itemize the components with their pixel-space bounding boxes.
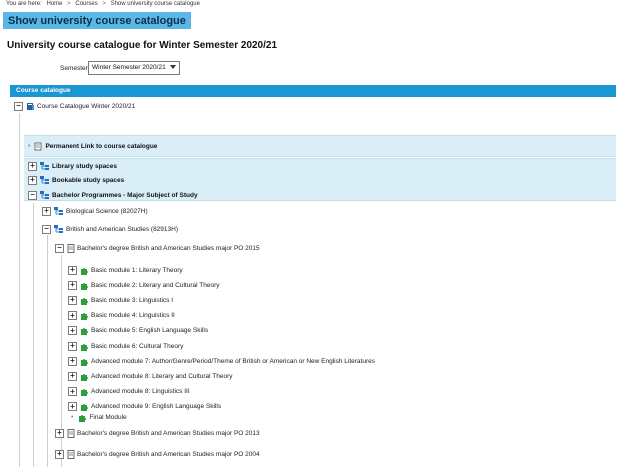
structure-icon [40,162,50,171]
tree-node-module[interactable] [68,324,208,338]
link-icon [34,142,43,151]
tree-node-label: British and American Studies (82913H) [66,225,179,233]
tree-node-label: Advanced module 8: Literary and Cultural Theory [91,372,233,380]
structure-icon [54,207,64,216]
tree-node-label: Bachelor's degree British and American Studies major PO 2004 [77,450,260,458]
structure-icon [54,225,64,234]
expand-toggle[interactable]: + [42,207,51,216]
structure-icon [40,191,50,200]
expand-toggle[interactable]: + [68,266,77,275]
module-puzzle-icon [80,342,89,351]
tree-node-label: Bachelor's degree British and American Studies major PO 2013 [77,429,260,437]
expand-toggle[interactable]: + [68,357,77,366]
tree-node-bachelor[interactable] [28,188,198,202]
tree-node-british-american[interactable] [42,222,178,236]
tree-node-library[interactable] [28,159,117,173]
tree-node-final-module[interactable] [71,410,127,424]
module-puzzle-icon [80,266,89,275]
tree-node-label: Basic module 2: Literary and Cultural Theory [91,281,220,289]
breadcrumb-current: Show university course catalogue [110,1,200,7]
module-puzzle-icon [80,357,89,366]
module-puzzle-icon [78,413,87,422]
module-puzzle-icon [80,326,89,335]
catalogue-header: Course catalogue [10,85,616,97]
collapse-toggle[interactable]: − [28,191,37,200]
bullet-icon: • [28,142,31,150]
tree-node-label: Basic module 4: Linguistics II [91,312,175,320]
module-puzzle-icon [80,281,89,290]
tree-node-bookable[interactable] [28,173,124,187]
tree-guide-line [33,203,34,467]
catalogue-book-icon [26,102,35,111]
tree-node-degree-2015[interactable] [55,241,260,255]
page-title: Show university course catalogue [8,14,186,27]
tree-node-label: Bachelor Programmes - Major Subject of Study [52,191,198,199]
expand-toggle[interactable]: + [68,326,77,335]
tree-node-label: Advanced module 7: Author/Genre/Period/Theme of British or American or New English Literatures [91,357,375,365]
document-icon [67,244,75,253]
tree-node-module[interactable] [68,339,183,353]
structure-icon [40,176,50,185]
semester-label: Semester [60,65,88,72]
semester-selected-value: Winter Semester 2020/21 [92,64,166,71]
tree-guide-line [47,235,48,467]
tree-node-module[interactable] [68,385,190,399]
expand-toggle[interactable]: + [68,402,77,411]
tree-node-module[interactable] [68,278,220,292]
expand-toggle[interactable]: + [68,372,77,381]
breadcrumb-home[interactable]: Home [46,1,63,7]
document-icon [67,450,75,459]
tree-node-label: Bachelor's degree British and American Studies major PO 2015 [77,244,260,252]
expand-toggle[interactable]: + [68,296,77,305]
module-puzzle-icon [80,372,89,381]
breadcrumb-separator: > [102,1,106,7]
page-title-box [3,12,191,29]
bullet-icon: • [71,413,74,421]
permalink-row[interactable] [28,139,157,153]
tree-node-module[interactable] [68,263,183,277]
tree-node-label: Basic module 3: Linguistics I [91,296,174,304]
collapse-toggle[interactable]: − [14,102,23,111]
expand-toggle[interactable]: + [68,342,77,351]
tree-node-module[interactable] [68,293,173,307]
semester-select[interactable] [88,61,180,75]
breadcrumb-separator: > [67,1,71,7]
tree-node-label: Basic module 6: Cultural Theory [91,342,184,350]
tree-node-label: Advanced module 8: Linguistics III [91,388,190,396]
breadcrumb [6,1,203,7]
dropdown-arrow-icon [170,65,176,69]
tree-node-label: Library study spaces [52,162,118,170]
expand-toggle[interactable]: + [68,311,77,320]
tree-node-module[interactable] [68,369,233,383]
collapse-toggle[interactable]: − [42,225,51,234]
tree-node-root[interactable] [14,99,135,113]
tree-node-module[interactable] [68,354,375,368]
tree-node-label: Final Module [89,413,127,421]
tree-guide-line [19,113,20,467]
expand-toggle[interactable]: + [28,162,37,171]
tree-node-label: Basic module 1: Literary Theory [91,266,183,274]
tree-node-biology[interactable] [42,204,148,218]
tree-node-degree-2004[interactable] [55,447,260,461]
module-puzzle-icon [80,296,89,305]
tree-node-label: Bookable study spaces [52,176,125,184]
expand-toggle[interactable]: + [55,429,64,438]
tree-node-degree-2013[interactable] [55,426,260,440]
expand-toggle[interactable]: + [55,450,64,459]
collapse-toggle[interactable]: − [55,244,64,253]
breadcrumb-prefix: You are here: [6,1,42,7]
tree-node-label: Basic module 5: English Language Skills [91,327,209,335]
module-puzzle-icon [80,387,89,396]
module-puzzle-icon [80,311,89,320]
expand-toggle[interactable]: + [68,281,77,290]
document-icon [67,429,75,438]
tree-node-label: Advanced module 9: English Language Skills [91,403,222,411]
expand-toggle[interactable]: + [68,387,77,396]
breadcrumb-courses[interactable]: Courses [75,1,98,7]
tree-node-label: Course Catalogue Winter 2020/21 [37,102,136,110]
tree-node-module[interactable] [68,309,175,323]
tree-node-label: Biological Science (82027H) [66,207,148,215]
catalogue-subtitle: University course catalogue for Winter Semester 2020/21 [7,40,278,51]
course-catalogue [10,85,616,467]
permalink-label[interactable]: Permanent Link to course catalogue [45,142,158,150]
expand-toggle[interactable]: + [28,176,37,185]
